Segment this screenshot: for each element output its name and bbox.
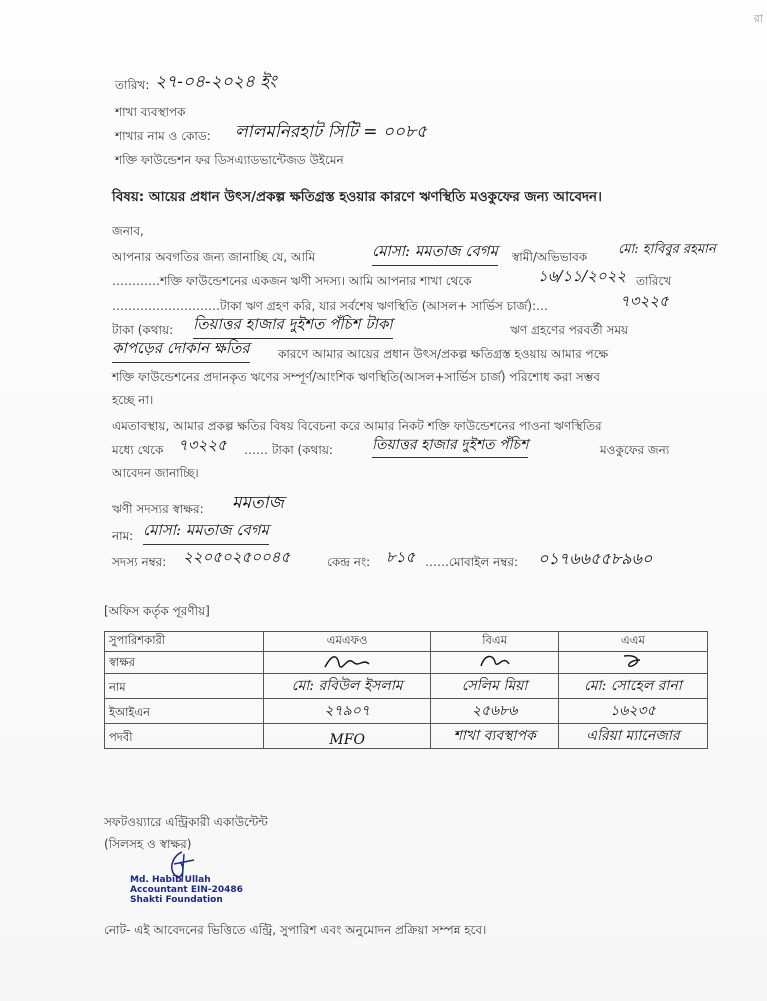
para1-line1-b: স্বামী/অভিভাবক bbox=[512, 250, 588, 264]
table-row bbox=[105, 652, 708, 674]
para2-line1: এমতাবস্থায়, আমার প্রকল্প ক্ষতির বিষয় বিবেচনা করে আমার নিকট শক্তি ফাউন্ডেশনের পাওনা ঋণস্থিতির bbox=[112, 419, 602, 433]
para1-line4-b: ঋণ গ্রহণের পরবর্তী সময় bbox=[510, 323, 629, 337]
ein-bm: ২৫৬৮৬ bbox=[471, 703, 518, 719]
name-bm: সেলিম মিয়া bbox=[461, 678, 528, 694]
para2-line2-b: …… টাকা (কথায়: bbox=[244, 443, 333, 457]
designation-mfo: MFO bbox=[329, 732, 365, 748]
stamp-org: Shakti Foundation bbox=[130, 895, 223, 905]
signature-am bbox=[558, 652, 707, 674]
para1-line2-b: তারিখে bbox=[636, 274, 672, 288]
para2-line3: আবেদন জানাচ্ছি। bbox=[112, 466, 199, 480]
signature-scribble-mfo bbox=[317, 652, 377, 670]
ein-mfo: ২৭৯০৭ bbox=[324, 703, 370, 719]
signature-scribble-am bbox=[618, 652, 648, 670]
waive-amount-handwritten: ৭৩২২৫ bbox=[178, 436, 227, 454]
para1-line2: …………শক্তি ফাউন্ডেশনের একজন ঋণী সদস্য। আমি আপনার শাখা থেকে bbox=[112, 274, 472, 288]
member-signature: মমতাজ bbox=[232, 493, 284, 513]
accountant-title: সফটওয়্যারে এন্ট্রিকারী একাউন্টেন্ট bbox=[104, 815, 268, 829]
name-mfo: মো: রবিউল ইসলাম bbox=[291, 678, 403, 694]
waive-words-handwritten: তিয়াত্তর হাজার দুইশত পঁচিশ bbox=[372, 433, 528, 458]
org-line: শক্তি ফাউন্ডেশন ফর ডিসএ্যাডভান্টেজড উইমেন bbox=[115, 153, 344, 167]
salutation: জনাব, bbox=[112, 224, 144, 238]
reason-handwritten: কাপড়ের দোকান ক্ষতির bbox=[112, 337, 250, 363]
designation-bm: শাখা ব্যবস্থাপক bbox=[453, 728, 536, 744]
office-title: [অফিস কর্তৃক পূরণীয়] bbox=[104, 604, 210, 618]
row-label-designation: পদবী bbox=[105, 724, 264, 749]
para1-line6: শক্তি ফাউন্ডেশনের প্রদানকৃত ঋণের সম্পূর্ণ/আংশিক ঋণস্থিতি(আসল+সার্ভিস চার্জ) পরিশোধ করা সম্ভব bbox=[112, 370, 600, 384]
para2-line2-c: মওকুফের জন্য bbox=[600, 443, 670, 457]
row-label-ein: ইআইএন bbox=[105, 699, 264, 724]
accountant-sub: (সিলসহ ও স্বাক্ষর) bbox=[104, 837, 192, 851]
branch-value: লালমনিরহাট সিটি = ০০৮৫ bbox=[235, 122, 428, 142]
table-row bbox=[105, 699, 708, 724]
member-name-label: নাম: bbox=[112, 529, 134, 543]
words-handwritten: তিয়াত্তর হাজার দুইশত পঁচিশ টাকা bbox=[193, 313, 393, 339]
col-header-am: এএম bbox=[558, 632, 707, 652]
row-label-recommender: সুপারিশকারী bbox=[105, 632, 264, 652]
balance-handwritten: ৭৩২২৫ bbox=[620, 292, 669, 310]
para1-line1-a: আপনার অবগতির জন্য জানাচ্ছি যে, আমি bbox=[112, 250, 316, 264]
center-handwritten: ৮১৫ bbox=[386, 548, 416, 566]
ein-am: ১৬২৩৫ bbox=[610, 703, 656, 719]
guardian-handwritten: মো: হাবিবুর রহমান bbox=[618, 242, 716, 257]
footer-note: নোট- এই আবেদনের ভিত্তিতে এন্ট্রি, সুপারিশ এবং অনুমোদন প্রক্রিয়া সম্পন্ন হবে। bbox=[104, 923, 487, 937]
row-label-signature: স্বাক্ষর bbox=[105, 652, 264, 674]
member-name-field: মোসা: মমতাজ বেগম bbox=[143, 519, 269, 545]
mobile-label: ……মোবাইল নম্বর: bbox=[425, 555, 519, 569]
mobile-handwritten: ০১৭৬৬৫৫৮৯৬০ bbox=[538, 549, 653, 568]
signature-mfo bbox=[264, 652, 431, 674]
designation-am: এরিয়া ম্যানেজার bbox=[586, 728, 680, 744]
col-header-bm: বিএম bbox=[431, 632, 559, 652]
col-header-mfo: এমএফও bbox=[264, 632, 431, 652]
accountant-stamp bbox=[130, 875, 243, 905]
table-row bbox=[105, 632, 708, 652]
para1-line5: কারণে আমার আয়ের প্রধান উৎস/প্রকল্প ক্ষতিগ্রস্ত হওয়ায় আমার পক্ষে bbox=[278, 347, 609, 361]
member-sign-label: ঋণী সদস্যর স্বাক্ষর: bbox=[112, 502, 204, 516]
para2-line2-a: মধ্যে থেকে bbox=[112, 443, 164, 457]
name-am: মো: সোহেল রানা bbox=[584, 678, 682, 694]
para1-line3: ………………………টাকা ঋণ গ্রহণ করি, যার সর্বশেষ ঋণস্থিতি (আসল+ সার্ভিস চার্জ):… bbox=[112, 299, 549, 313]
table-row bbox=[105, 724, 708, 749]
signature-bm bbox=[431, 652, 559, 674]
branch-label: শাখার নাম ও কোড: bbox=[115, 129, 211, 143]
row-label-name: নাম bbox=[105, 674, 264, 699]
table-row bbox=[105, 674, 708, 699]
subject-line: বিষয়: আয়ের প্রধান উৎস/প্রকল্প ক্ষতিগ্রস্ত হওয়ার কারণে ঋণস্থিতি মওকুফের জন্য আবেদন। bbox=[112, 189, 602, 205]
member-no-handwritten: ২২০৫০২৫০০৪৫ bbox=[183, 548, 291, 566]
para1-line7: হচ্ছে না। bbox=[112, 393, 154, 407]
stamp-role: Accountant EIN-20486 bbox=[130, 885, 243, 895]
date-label: তারিখ: bbox=[115, 78, 150, 92]
loan-date-handwritten: ১৬/১১/২০২২ bbox=[538, 267, 627, 285]
member-name-handwritten: মোসা: মমতাজ বেগম bbox=[372, 240, 498, 266]
member-no-label: সদস্য নম্বর: bbox=[112, 555, 167, 569]
stamp-name: Md. Habib Ullah bbox=[130, 875, 211, 885]
branch-manager-label: শাখা ব্যবস্থাপক bbox=[115, 105, 186, 119]
signature-scribble-bm bbox=[475, 652, 515, 670]
recommendation-table bbox=[104, 631, 708, 749]
date-value: ২৭-০৪-২০২৪ ইং bbox=[155, 72, 277, 92]
para1-line4-a: টাকা (কথায়: bbox=[112, 323, 174, 337]
center-label: কেন্দ্র নং: bbox=[327, 555, 371, 569]
corner-mark: রা bbox=[753, 12, 763, 25]
